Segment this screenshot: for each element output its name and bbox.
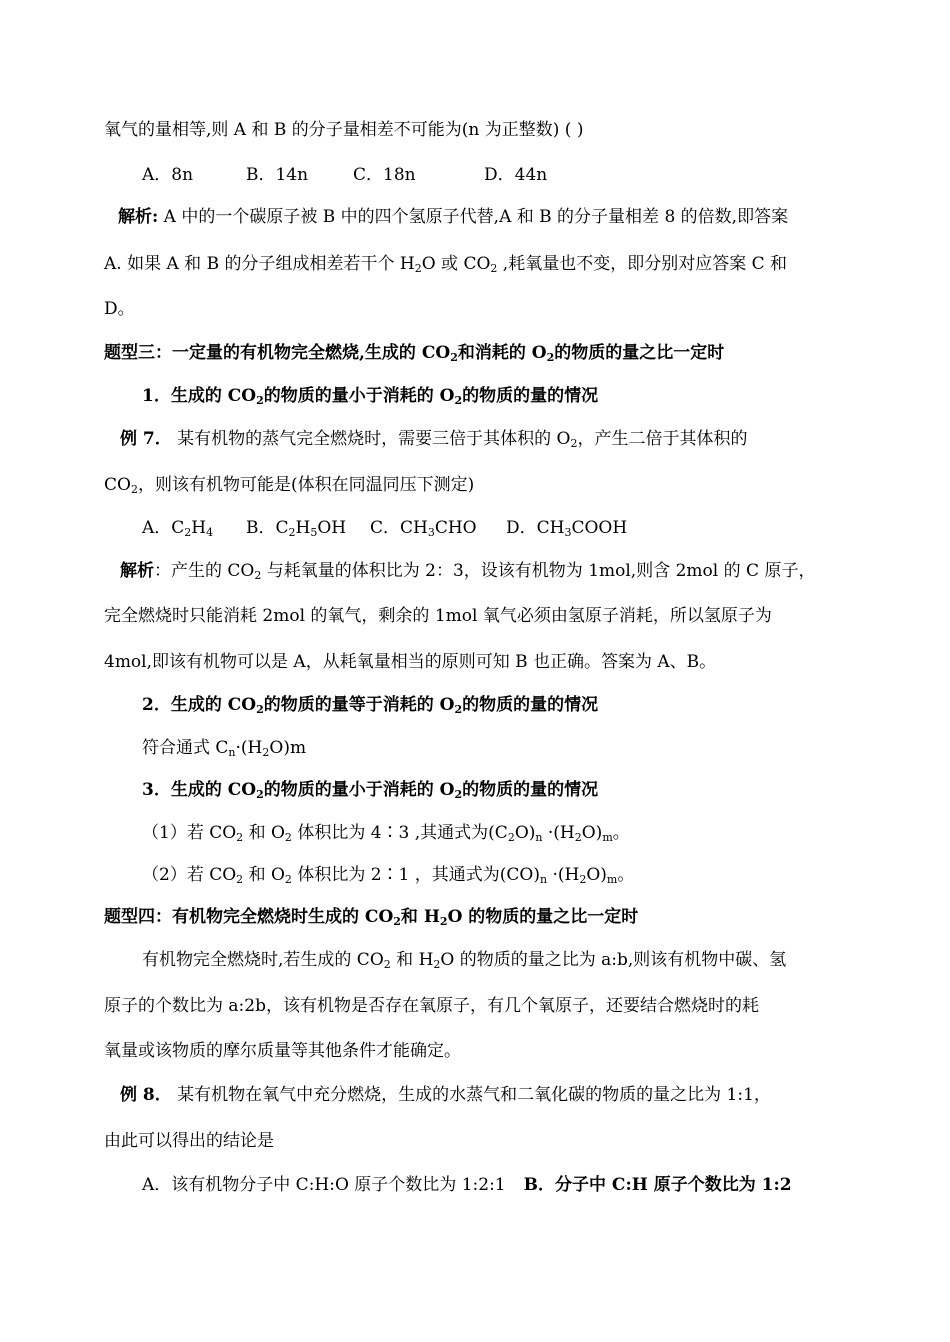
subscript: 2 bbox=[256, 703, 264, 716]
option-c: C．$CH_3CHO$ bbox=[370, 518, 477, 539]
section-heading-type4 bbox=[104, 906, 638, 928]
q7-options bbox=[142, 517, 627, 539]
text: 和 H bbox=[400, 907, 440, 927]
option-b: B．分子中 C:H 原子个数比为 1:2 bbox=[523, 1175, 792, 1195]
example-7-line-1 bbox=[120, 428, 748, 450]
text: A. 如果 A 和 B 的分子组成相差若干个 H bbox=[104, 254, 415, 274]
subscript: 2 bbox=[414, 262, 422, 275]
subheading-2 bbox=[142, 694, 598, 716]
text: O 的物质的量之比一定时 bbox=[447, 907, 639, 927]
option-b: B．14n bbox=[246, 165, 309, 185]
type4-paragraph-line-2: 原子的个数比为 a:2b，该有机物是否存在氧原子，有几个氧原子，还要结合燃烧时的耗 bbox=[104, 996, 759, 1016]
example-8-line-2: 由此可以得出的结论是 bbox=[104, 1131, 274, 1151]
text: 3．生成的 CO bbox=[142, 780, 257, 800]
subscript: n bbox=[228, 746, 236, 759]
text: 某有机物在氧气中充分燃烧，生成的水蒸气和二氧化碳的物质的量之比为 1:1， bbox=[171, 1085, 771, 1105]
analysis-7-line-1 bbox=[120, 560, 815, 582]
subscript: 2 bbox=[490, 262, 498, 275]
text: 的物质的量的情况 bbox=[462, 695, 599, 715]
subscript: 2 bbox=[454, 703, 463, 716]
option-a: A．该有机物分子中 C:H:O 原子个数比为 1:2:1 bbox=[142, 1175, 506, 1195]
text: 与耗氧量的体积比为 2：3，设该有机物为 1mol,则含 2mol 的 C 原子， bbox=[261, 561, 816, 581]
analysis-6-line-1 bbox=[118, 206, 788, 228]
subscript: 2 bbox=[454, 788, 463, 801]
option-d: D．44n bbox=[484, 165, 548, 185]
q8-options bbox=[142, 1174, 792, 1196]
analysis-6-line-3: D。 bbox=[104, 299, 135, 319]
subheading-1 bbox=[142, 385, 598, 407]
case-1: （1）若 $CO_2$ 和 $O_2$ 体积比为 4∶3 ,其通式为$(C_2O)_n \cdot(H_2O)_m$。 bbox=[142, 823, 630, 844]
option-d: D．$CH_3COOH$ bbox=[506, 518, 628, 539]
q6-options bbox=[142, 164, 547, 186]
text: 的物质的量等于消耗的 O bbox=[263, 695, 455, 715]
subscript: 2 bbox=[130, 483, 138, 496]
analysis-7-line-2: 完全燃烧时只能消耗 2mol 的氧气，剩余的 1mol 氧气必须由氢原子消耗，所以氢原子为 bbox=[104, 606, 772, 626]
analysis-6-line-2 bbox=[104, 253, 787, 275]
text: ：产生的 CO bbox=[154, 561, 255, 581]
type4-paragraph-line-1: 有机物完全燃烧时,若生成的 $CO_2$ 和 $H_2O$ 的物质的量之比为 a:b,则该有机物中碳、氢 bbox=[142, 950, 787, 971]
example-8-line-1 bbox=[120, 1084, 771, 1106]
subscript: 2 bbox=[256, 788, 264, 801]
text: ·(H bbox=[235, 738, 263, 758]
subscript: 2 bbox=[439, 915, 448, 928]
subscript: 2 bbox=[256, 394, 264, 407]
text: O)m bbox=[269, 738, 307, 758]
text: 的物质的量之比一定时 bbox=[554, 343, 725, 363]
subscript: 2 bbox=[454, 394, 463, 407]
text: 1．生成的 CO bbox=[142, 386, 257, 406]
analysis-label: 解析: bbox=[118, 207, 159, 227]
text: 题型四：有机物完全燃烧时生成的 CO bbox=[104, 907, 394, 927]
option-a: A．$C_2H_4$ bbox=[142, 518, 214, 539]
example-7-line-2 bbox=[104, 474, 474, 496]
analysis-text: A 中的一个碳原子被 B 中的四个氢原子代替,A 和 B 的分子量相差 8 的倍数,即答案 bbox=[158, 207, 789, 227]
analysis-7-line-3: 4mol,即该有机物可以是 A，从耗氧量相当的原则可知 B 也正确。答案为 A、B。 bbox=[104, 652, 717, 672]
text: CO bbox=[104, 475, 131, 495]
section-heading-type3 bbox=[104, 342, 724, 364]
text: 的物质的量的情况 bbox=[462, 386, 599, 406]
text: ，产生二倍于其体积的 bbox=[577, 429, 748, 449]
analysis-label: 解析 bbox=[120, 561, 154, 581]
text: 符合通式 C bbox=[142, 738, 229, 758]
subscript: 2 bbox=[570, 437, 578, 450]
subscript: 2 bbox=[546, 351, 555, 364]
text: 某有机物的蒸气完全燃烧时，需要三倍于其体积的 O bbox=[171, 429, 571, 449]
option-b: B．$C_2H_5OH$ bbox=[246, 518, 347, 539]
example-label: 例 7． bbox=[120, 429, 172, 449]
subscript: 2 bbox=[393, 915, 401, 928]
case-2: （2）若 $CO_2$ 和 $O_2$ 体积比为 2∶1 ，其通式为$(CO)_n \cdot(H_2O)_m$。 bbox=[142, 865, 635, 886]
text: O 或 CO bbox=[421, 254, 491, 274]
text: 的物质的量的情况 bbox=[462, 780, 599, 800]
subscript: 2 bbox=[262, 746, 270, 759]
text: ,耗氧量也不变，即分别对应答案 C 和 bbox=[497, 254, 788, 274]
subscript: 2 bbox=[254, 569, 262, 582]
general-formula-2 bbox=[142, 737, 306, 759]
example-label: 例 8． bbox=[120, 1085, 172, 1105]
text: 的物质的量小于消耗的 O bbox=[263, 780, 455, 800]
type4-paragraph-line-3: 氧量或该物质的摩尔质量等其他条件才能确定。 bbox=[104, 1041, 461, 1061]
subheading-3 bbox=[142, 779, 598, 801]
text: ，则该有机物可能是(体积在同温同压下测定) bbox=[137, 475, 475, 495]
option-a: A．8n bbox=[142, 165, 194, 185]
paragraph-continuation: 氧气的量相等,则 A 和 B 的分子量相差不可能为(n 为正整数) ( ) bbox=[104, 120, 584, 140]
text: 2．生成的 CO bbox=[142, 695, 257, 715]
text: 的物质的量小于消耗的 O bbox=[263, 386, 455, 406]
text: 题型三：一定量的有机物完全燃烧,生成的 CO bbox=[104, 343, 451, 363]
subscript: 2 bbox=[450, 351, 458, 364]
option-c: C．18n bbox=[353, 165, 416, 185]
text: 和消耗的 O bbox=[457, 343, 547, 363]
